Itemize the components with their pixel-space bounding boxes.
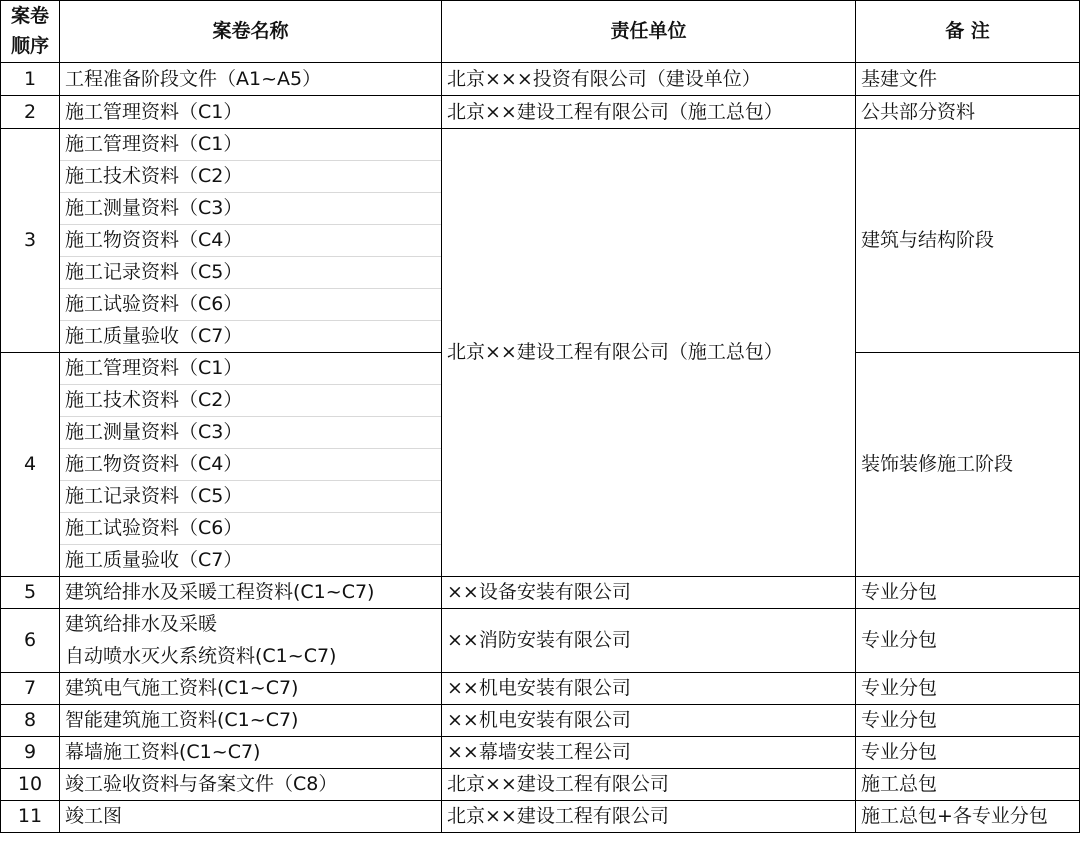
archive-name: 智能建筑施工资料(C1~C7) <box>60 705 442 737</box>
header-name: 案卷名称 <box>60 1 442 63</box>
archive-name: 施工测量资料（C3） <box>60 417 442 449</box>
remark: 基建文件 <box>856 63 1080 96</box>
table-row <box>1 609 1080 641</box>
archive-name: 施工质量验收（C7） <box>60 545 442 577</box>
row-number: 1 <box>1 63 60 96</box>
archive-name: 施工技术资料（C2） <box>60 385 442 417</box>
archive-name: 施工管理资料（C1） <box>60 353 442 385</box>
remark: 公共部分资料 <box>856 96 1080 129</box>
row-number: 8 <box>1 705 60 737</box>
table-row <box>1 801 1080 833</box>
responsible-unit: 北京××建设工程有限公司 <box>442 801 856 833</box>
table-row <box>1 673 1080 705</box>
archive-name: 自动喷水灭火系统资料(C1~C7) <box>60 641 442 673</box>
responsible-unit: 北京××建设工程有限公司（施工总包） <box>442 129 856 577</box>
archive-name: 幕墙施工资料(C1~C7) <box>60 737 442 769</box>
archive-name: 施工技术资料（C2） <box>60 161 442 193</box>
row-number: 3 <box>1 129 60 353</box>
header-unit: 责任单位 <box>442 1 856 63</box>
header-remark: 备 注 <box>856 1 1080 63</box>
archive-name: 竣工图 <box>60 801 442 833</box>
remark: 施工总包+各专业分包 <box>856 801 1080 833</box>
archive-name: 施工试验资料（C6） <box>60 289 442 321</box>
table-row <box>1 63 1080 96</box>
row-number: 9 <box>1 737 60 769</box>
table-row <box>1 705 1080 737</box>
remark: 专业分包 <box>856 673 1080 705</box>
row-number: 7 <box>1 673 60 705</box>
row-number: 2 <box>1 96 60 129</box>
archive-name: 施工管理资料（C1） <box>60 96 442 129</box>
archive-name: 工程准备阶段文件（A1~A5） <box>60 63 442 96</box>
archive-name: 施工物资资料（C4） <box>60 225 442 257</box>
header-order-line1: 案卷 <box>1 1 60 32</box>
responsible-unit: 北京×××投资有限公司（建设单位） <box>442 63 856 96</box>
archive-name: 施工记录资料（C5） <box>60 257 442 289</box>
archive-name: 竣工验收资料与备案文件（C8） <box>60 769 442 801</box>
row-number: 10 <box>1 769 60 801</box>
archive-name: 施工质量验收（C7） <box>60 321 442 353</box>
table-row <box>1 96 1080 129</box>
table-row <box>1 577 1080 609</box>
remark: 装饰装修施工阶段 <box>856 353 1080 577</box>
responsible-unit: ××机电安装有限公司 <box>442 705 856 737</box>
archive-name: 建筑给排水及采暖工程资料(C1~C7) <box>60 577 442 609</box>
remark: 建筑与结构阶段 <box>856 129 1080 353</box>
table-row <box>1 737 1080 769</box>
archive-name: 施工试验资料（C6） <box>60 513 442 545</box>
responsible-unit: ××幕墙安装工程公司 <box>442 737 856 769</box>
remark: 专业分包 <box>856 737 1080 769</box>
archive-name: 施工管理资料（C1） <box>60 129 442 161</box>
header-order-line2: 顺序 <box>1 32 60 63</box>
responsible-unit: 北京××建设工程有限公司（施工总包） <box>442 96 856 129</box>
archive-name: 建筑给排水及采暖 <box>60 609 442 641</box>
responsible-unit: ××机电安装有限公司 <box>442 673 856 705</box>
row-number: 5 <box>1 577 60 609</box>
archive-name: 建筑电气施工资料(C1~C7) <box>60 673 442 705</box>
table-row <box>1 769 1080 801</box>
responsible-unit: ××设备安装有限公司 <box>442 577 856 609</box>
remark: 专业分包 <box>856 609 1080 673</box>
row-number: 6 <box>1 609 60 673</box>
remark: 施工总包 <box>856 769 1080 801</box>
responsible-unit: 北京××建设工程有限公司 <box>442 769 856 801</box>
row-number: 11 <box>1 801 60 833</box>
archive-name: 施工物资资料（C4） <box>60 449 442 481</box>
remark: 专业分包 <box>856 577 1080 609</box>
row-number: 4 <box>1 353 60 577</box>
archive-name: 施工记录资料（C5） <box>60 481 442 513</box>
archive-name: 施工测量资料（C3） <box>60 193 442 225</box>
responsible-unit: ××消防安装有限公司 <box>442 609 856 673</box>
remark: 专业分包 <box>856 705 1080 737</box>
table-row <box>1 129 1080 161</box>
